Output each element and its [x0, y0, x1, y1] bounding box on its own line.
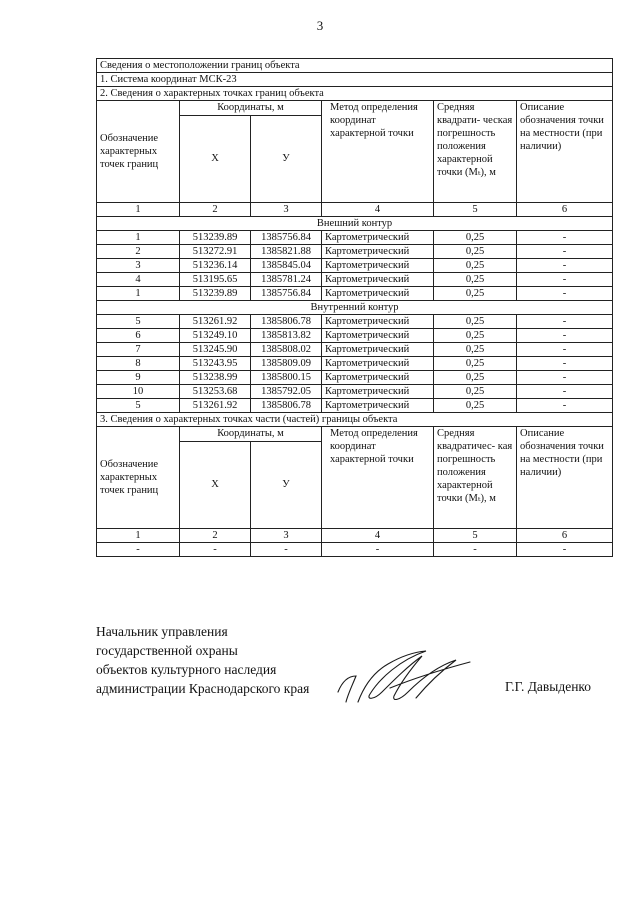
cell: 5 [97, 315, 180, 329]
cell: 1385800.15 [251, 371, 322, 385]
col-number: 4 [322, 529, 434, 543]
table-row [97, 343, 613, 357]
col-number: 3 [251, 529, 322, 543]
col-number: 1 [97, 529, 180, 543]
signatory-line: администрации Краснодарского края [96, 681, 310, 696]
cell: 513261.92 [180, 315, 251, 329]
signatory-name: Г.Г. Давыденко [505, 679, 592, 694]
cell: 1385808.02 [251, 343, 322, 357]
boundary-table [96, 58, 613, 557]
cell: - [517, 399, 613, 413]
cell: 513243.95 [180, 357, 251, 371]
cell: 513249.10 [180, 329, 251, 343]
header3-coordinates: Координаты, м [180, 427, 322, 442]
col-number: 4 [322, 203, 434, 217]
table-row [97, 371, 613, 385]
cell: 8 [97, 357, 180, 371]
cell: - [517, 357, 613, 371]
table-row [97, 287, 613, 301]
coord-system: 1. Система координат МСК-23 [97, 73, 613, 87]
cell: 10 [97, 385, 180, 399]
col-number: 3 [251, 203, 322, 217]
header-rms: Средняя квадрати- ческая погрешность положения характерной точки (Mₜ), м [434, 101, 517, 203]
cell: Картометрический [322, 315, 434, 329]
cell: Картометрический [322, 273, 434, 287]
cell: - [517, 245, 613, 259]
cell: - [517, 315, 613, 329]
cell: 0,25 [434, 399, 517, 413]
handwritten-signature [330, 642, 480, 708]
cell: 2 [97, 245, 180, 259]
cell: 1385806.78 [251, 315, 322, 329]
table-row [97, 329, 613, 343]
inner-contour-label: Внутренний контур [97, 301, 613, 315]
cell: 513195.65 [180, 273, 251, 287]
cell: - [434, 543, 517, 557]
cell: - [517, 385, 613, 399]
outer-contour-label: Внешний контур [97, 217, 613, 231]
cell: 1385821.88 [251, 245, 322, 259]
cell: - [517, 259, 613, 273]
cell: 0,25 [434, 287, 517, 301]
cell: Картометрический [322, 399, 434, 413]
header-y: У [251, 116, 322, 203]
cell: 0,25 [434, 259, 517, 273]
cell: - [517, 287, 613, 301]
col-number: 2 [180, 203, 251, 217]
table-row [97, 385, 613, 399]
table-row [97, 245, 613, 259]
cell: Картометрический [322, 357, 434, 371]
signatory-title [96, 622, 309, 698]
column-numbers3-row [97, 529, 613, 543]
cell: 0,25 [434, 329, 517, 343]
cell: - [517, 329, 613, 343]
header3-description: Описание обозначения точки на местности (при наличии) [517, 427, 613, 529]
cell: 513272.91 [180, 245, 251, 259]
table-title: Сведения о местоположении границ объекта [97, 59, 613, 73]
cell: 1385813.82 [251, 329, 322, 343]
cell: 0,25 [434, 371, 517, 385]
cell: 513245.90 [180, 343, 251, 357]
cell: - [322, 543, 434, 557]
cell: 513261.92 [180, 399, 251, 413]
header-coordinates: Координаты, м [180, 101, 322, 116]
cell: - [517, 273, 613, 287]
cell: - [517, 543, 613, 557]
cell: 9 [97, 371, 180, 385]
cell: Картометрический [322, 287, 434, 301]
cell: Картометрический [322, 245, 434, 259]
cell: - [97, 543, 180, 557]
cell: 3 [97, 259, 180, 273]
cell: 513238.99 [180, 371, 251, 385]
cell: 513239.89 [180, 287, 251, 301]
table-row [97, 231, 613, 245]
cell: Картометрический [322, 343, 434, 357]
cell: 7 [97, 343, 180, 357]
header3-row-1 [97, 427, 613, 442]
header-designation: Обозначение характерных точек границ [97, 101, 180, 203]
section2-title: 2. Сведения о характерных точках границ объекта [97, 87, 613, 101]
header-row-1 [97, 101, 613, 116]
cell: 0,25 [434, 231, 517, 245]
signatory-line: объектов культурного наследия [96, 662, 277, 677]
col-number: 6 [517, 203, 613, 217]
cell: 0,25 [434, 273, 517, 287]
cell: 0,25 [434, 245, 517, 259]
cell: - [180, 543, 251, 557]
column-numbers-row [97, 203, 613, 217]
cell: 4 [97, 273, 180, 287]
header3-method: Метод определения координат характерной точки [322, 427, 434, 529]
cell: 1385806.78 [251, 399, 322, 413]
section3-title: 3. Сведения о характерных точках части (частей) границы объекта [97, 413, 613, 427]
outer-contour-row [97, 217, 613, 231]
cell: 0,25 [434, 315, 517, 329]
header-x: X [180, 116, 251, 203]
cell: 513253.68 [180, 385, 251, 399]
cell: 513236.14 [180, 259, 251, 273]
cell: - [517, 371, 613, 385]
coord-system-row [97, 73, 613, 87]
inner-contour-row [97, 301, 613, 315]
cell: 513239.89 [180, 231, 251, 245]
cell: Картометрический [322, 371, 434, 385]
cell: 0,25 [434, 357, 517, 371]
table-row [97, 259, 613, 273]
title-row [97, 59, 613, 73]
cell: 1385845.04 [251, 259, 322, 273]
cell: 1385756.84 [251, 287, 322, 301]
cell: 5 [97, 399, 180, 413]
cell: Картометрический [322, 259, 434, 273]
table-row [97, 273, 613, 287]
signatory-line: Начальник управления [96, 624, 228, 639]
cell: Картометрический [322, 385, 434, 399]
cell: Картометрический [322, 329, 434, 343]
cell: - [517, 343, 613, 357]
cell: 0,25 [434, 385, 517, 399]
signatory-line: государственной охраны [96, 643, 238, 658]
section3-data-row [97, 543, 613, 557]
col-number: 2 [180, 529, 251, 543]
cell: 0,25 [434, 343, 517, 357]
section3-title-row [97, 413, 613, 427]
col-number: 5 [434, 203, 517, 217]
cell: 1385756.84 [251, 231, 322, 245]
cell: 1385781.24 [251, 273, 322, 287]
table-row [97, 315, 613, 329]
col-number: 1 [97, 203, 180, 217]
table-row [97, 357, 613, 371]
header-description: Описание обозначения точки на местности (при наличии) [517, 101, 613, 203]
header3-rms: Средняя квадратичес- кая погрешность положения характерной точки (Mₜ), м [434, 427, 517, 529]
cell: - [251, 543, 322, 557]
header3-designation: Обозначение характерных точек границ [97, 427, 180, 529]
col-number: 6 [517, 529, 613, 543]
header3-x: X [180, 442, 251, 529]
table-row [97, 399, 613, 413]
col-number: 5 [434, 529, 517, 543]
header3-y: У [251, 442, 322, 529]
page-number: 3 [316, 18, 324, 33]
cell: 1385809.09 [251, 357, 322, 371]
cell: - [517, 231, 613, 245]
header-method: Метод определения координат характерной точки [322, 101, 434, 203]
cell: 6 [97, 329, 180, 343]
cell: Картометрический [322, 231, 434, 245]
cell: 1 [97, 287, 180, 301]
section2-title-row [97, 87, 613, 101]
cell: 1385792.05 [251, 385, 322, 399]
cell: 1 [97, 231, 180, 245]
